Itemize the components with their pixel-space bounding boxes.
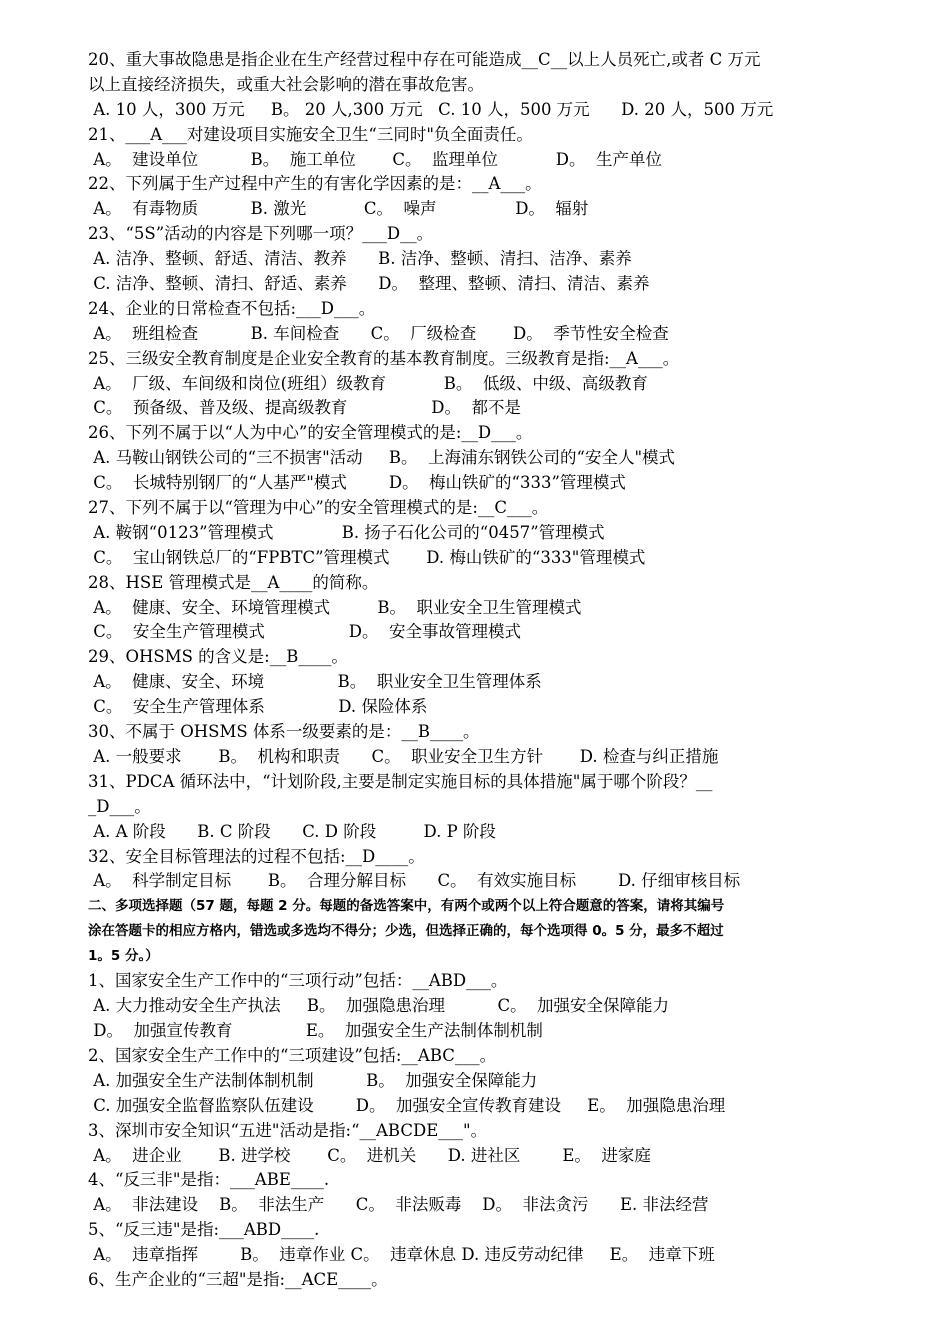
question-line: 27、下列不属于以“管理为中心”的安全管理模式的是:__C___。	[88, 498, 549, 518]
question-line: 4、“反三非"是指：___ABE____.	[88, 1170, 330, 1190]
question-line: A. 马鞍山钢铁公司的“三不损害"活动 B。 上海浦东钢铁公司的“安全人"模式	[88, 448, 676, 468]
question-line: 22、下列属于生产过程中产生的有害化学因素的是：__A___。	[88, 174, 542, 194]
question-line: C。 安全生产管理模式 D。 安全事故管理模式	[88, 622, 521, 642]
question-line: C。 预备级、普及级、提高级教育 D。 都不是	[88, 398, 521, 418]
question-line: A。 建设单位 B。 施工单位 C。 监理单位 D。 生产单位	[88, 149, 662, 169]
question-line: A. 一般要求 B。 机构和职责 C。 职业安全卫生方针 D. 检查与纠正措施	[88, 746, 719, 766]
question-line: C. 加强安全监督监察队伍建设 D。 加强安全宣传教育建设 E。 加强隐患治理	[88, 1095, 726, 1115]
question-line: 32、安全目标管理法的过程不包括:__D____。	[88, 846, 425, 866]
question-line: D。 加强宣传教育 E。 加强安全生产法制体制机制	[88, 1021, 543, 1041]
question-line: A。 班组检查 B. 车间检查 C。 厂级检查 D。 季节性安全检查	[88, 323, 669, 343]
question-line: A。 厂级、车间级和岗位(班组）级教育 B。 低级、中级、高级教育	[88, 373, 648, 393]
question-line: A. 洁净、整顿、舒适、清洁、教养 B. 洁净、整顿、清扫、洁净、素养	[88, 249, 632, 269]
question-line: 2、国家安全生产工作中的“三项建设”包括:__ABC___。	[88, 1045, 497, 1065]
question-line: 24、企业的日常检查不包括:___D___。	[88, 298, 376, 318]
question-line: A。 有毒物质 B. 激光 C。 噪声 D。 辐射	[88, 199, 589, 219]
question-line: C。 宝山钢铁总厂的“FPBTC”管理模式 D. 梅山铁矿的“333"管理模式	[88, 547, 646, 567]
question-line: 29、OHSMS 的含义是:__B____。	[88, 647, 348, 667]
question-line: A。 非法建设 B。 非法生产 C。 非法贩毒 D。 非法贪污 E. 非法经营	[88, 1195, 709, 1215]
question-line: _D___。	[88, 796, 151, 816]
multiple-choice-questions	[88, 969, 870, 1293]
question-line: 以上直接经济损失，或重大社会影响的潜在事故危害。	[88, 74, 484, 94]
section-heading-line: 1。5 分。）	[88, 948, 159, 965]
question-line: 6、生产企业的“三超"是指:__ACE____。	[88, 1269, 388, 1289]
question-line: 5、“反三违"是指:___ABD____.	[88, 1220, 320, 1240]
question-line: 3、深圳市安全知识“五进"活动是指:“__ABCDE___"。	[88, 1120, 488, 1140]
question-line: A。 科学制定目标 B。 合理分解目标 C。 有效实施目标 D. 仔细审核目标	[88, 871, 741, 891]
question-line: 25、三级安全教育制度是企业安全教育的基本教育制度。三级教育是指:__A___。	[88, 348, 680, 368]
question-line: 26、下列不属于以“人为中心”的安全管理模式的是:__D___。	[88, 423, 533, 443]
question-line: A. 鞍钢“0123”管理模式 B. 扬子石化公司的“0457”管理模式	[88, 522, 605, 542]
question-line: 1、国家安全生产工作中的“三项行动”包括：__ABD___。	[88, 971, 508, 991]
question-line: A. 10 人，300 万元 B。 20 人,300 万元 C. 10 人，500 万元 D. 20 人，500 万元	[88, 99, 774, 119]
question-line: 23、“5S”活动的内容是下列哪一项？___D__。	[88, 224, 434, 244]
question-line: A. 大力推动安全生产执法 B。 加强隐患治理 C。 加强安全保障能力	[88, 996, 670, 1016]
question-line: 31、PDCA 循环法中，“计划阶段,主要是制定实施目标的具体措施"属于哪个阶段？__	[88, 771, 713, 791]
question-line: A. 加强安全生产法制体制机制 B。 加强安全保障能力	[88, 1070, 538, 1090]
question-line: A。 健康、安全、环境管理模式 B。 职业安全卫生管理模式	[88, 597, 582, 617]
question-line: 28、HSE 管理模式是__A____的简称。	[88, 572, 379, 592]
section-heading-line: 二、多项选择题（57 题，每题 2 分。每题的备选答案中，有两个或两个以上符合题意的答案，请将其编号	[88, 898, 725, 915]
question-line: A。 进企业 B. 进学校 C。 进机关 D. 进社区 E。 进家庭	[88, 1145, 651, 1165]
question-line: C. 洁净、整顿、清扫、舒适、素养 D。 整理、整顿、清扫、清洁、素养	[88, 274, 650, 294]
section-heading-line: 涂在答题卡的相应方格内，错选或多选均不得分；少选，但选择正确的，每个选项得 0。5 分，最多不超过	[88, 923, 724, 940]
question-line: 21、___A___对建设项目实施安全卫生“三同时"负全面责任。	[88, 124, 533, 144]
question-line: C。 安全生产管理体系 D. 保险体系	[88, 697, 428, 717]
multiple-choice-section-heading	[88, 894, 870, 969]
question-line: 20、重大事故隐患是指企业在生产经营过程中存在可能造成__C__以上人员死亡,或者 C 万元	[88, 50, 761, 69]
question-line: A。 健康、安全、环境 B。 职业安全卫生管理体系	[88, 672, 542, 692]
question-line: 30、不属于 OHSMS 体系一级要素的是：__B____。	[88, 722, 480, 742]
single-choice-questions	[88, 48, 870, 894]
question-line: A. A 阶段 B. C 阶段 C. D 阶段 D. P 阶段	[88, 821, 496, 841]
question-line: C。 长城特别钢厂的“人基严"模式 D。 梅山铁矿的“333”管理模式	[88, 473, 626, 493]
question-line: A。 违章指挥 B。 违章作业 C。 违章休息 D. 违反劳动纪律 E。 违章下班	[88, 1245, 715, 1265]
